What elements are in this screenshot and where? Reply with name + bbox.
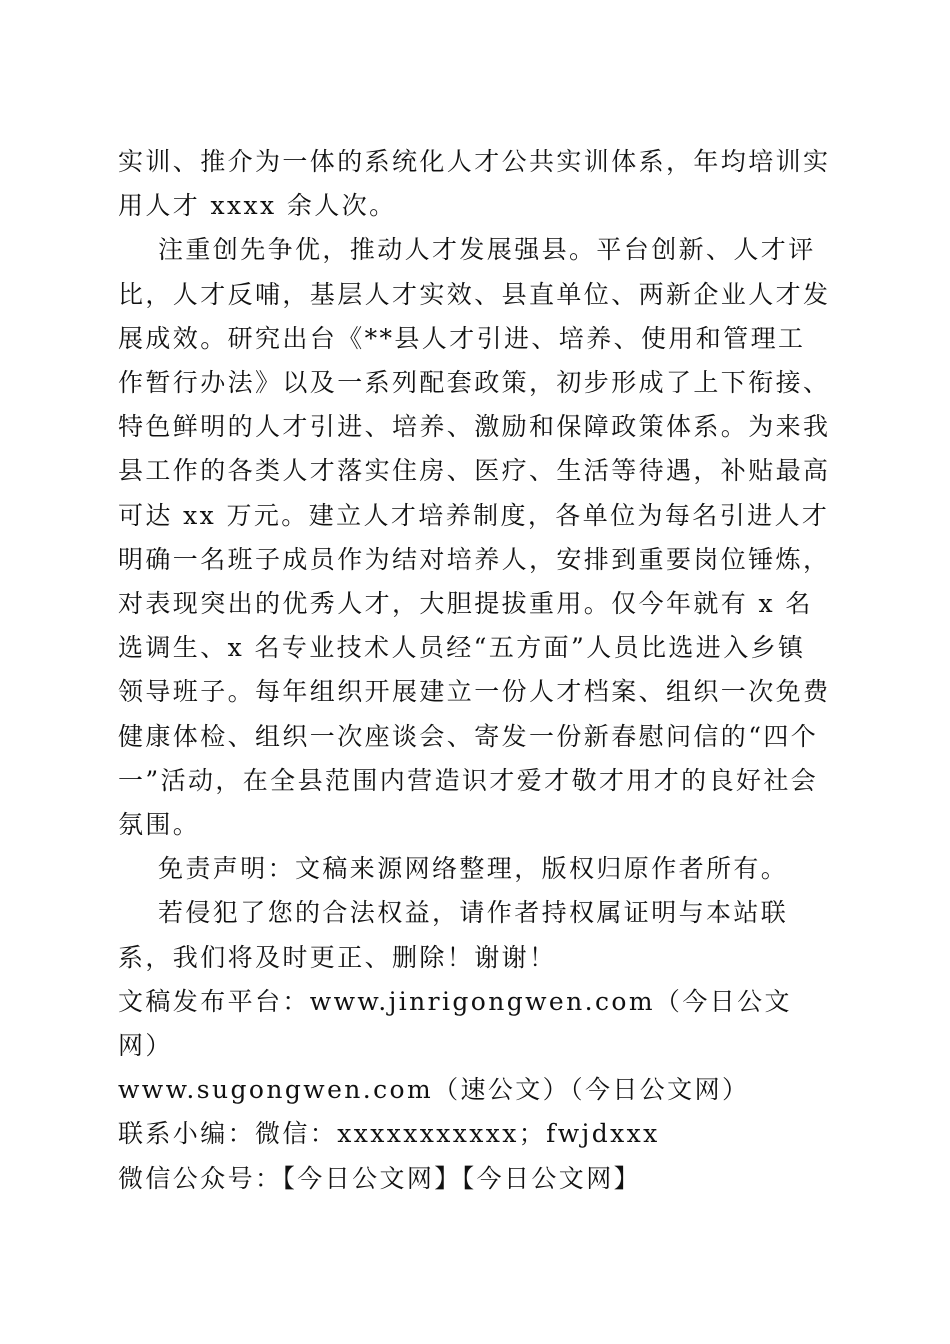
disclaimer-text: 免责声明：文稿来源网络整理，版权归原作者所有。 (158, 854, 789, 884)
platform-line: 文稿发布平台：www.jinrigongwen.com（今日公文网） (118, 986, 792, 1061)
platform-alt-line: www.sugongwen.com（速公文）（今日公文网） (118, 1075, 750, 1105)
paragraph-continued: 实训、推介为一体的系统化人才公共实训体系，年均培训实用人才 xxxx 余人次。 (118, 147, 831, 221)
paragraph-talent-policy: 注重创先争优，推动人才发展强县。平台创新、人才评比，人才反哺，基层人才实效、县直单位、两新企业人才发展成效。研究出台《**县人才引进、培养、使用和管理工作暂行办法》以及一系列配套政策，初步形成了上下衔接、特色鲜明的人才引进、培养、激励和保障政策体系。为来我县工作的各类人才落实住房、医疗、生活等待遇，补贴最高可达 xx 万元。建立人才培养制度，各单位为每名引进人才明确一名班子成员作为结对培养人，安排到重要岗位锤炼，对表现突出的优秀人才，大胆提拔重用。仅今年就有 x 名选调生、x 名专业技术人员经“五方面”人员比选进入乡镇领导班子。每年组织开展建立一份人才档案、组织一次免费健康体检、组织一次座谈会、寄发一份新春慰问信的“四个一”活动，在全县范围内营造识才爱才敬才用才的良好社会氛围。 (118, 235, 831, 840)
infringement-notice: 若侵犯了您的合法权益，请作者持权属证明与本站联系，我们将及时更正、删除！谢谢！ (118, 898, 789, 972)
wechat-account-line: 微信公众号：【今日公文网】【今日公文网】 (118, 1163, 642, 1193)
contact-line: 联系小编：微信：xxxxxxxxxxx；fwjdxxx (118, 1119, 660, 1149)
document-body (118, 140, 832, 1201)
